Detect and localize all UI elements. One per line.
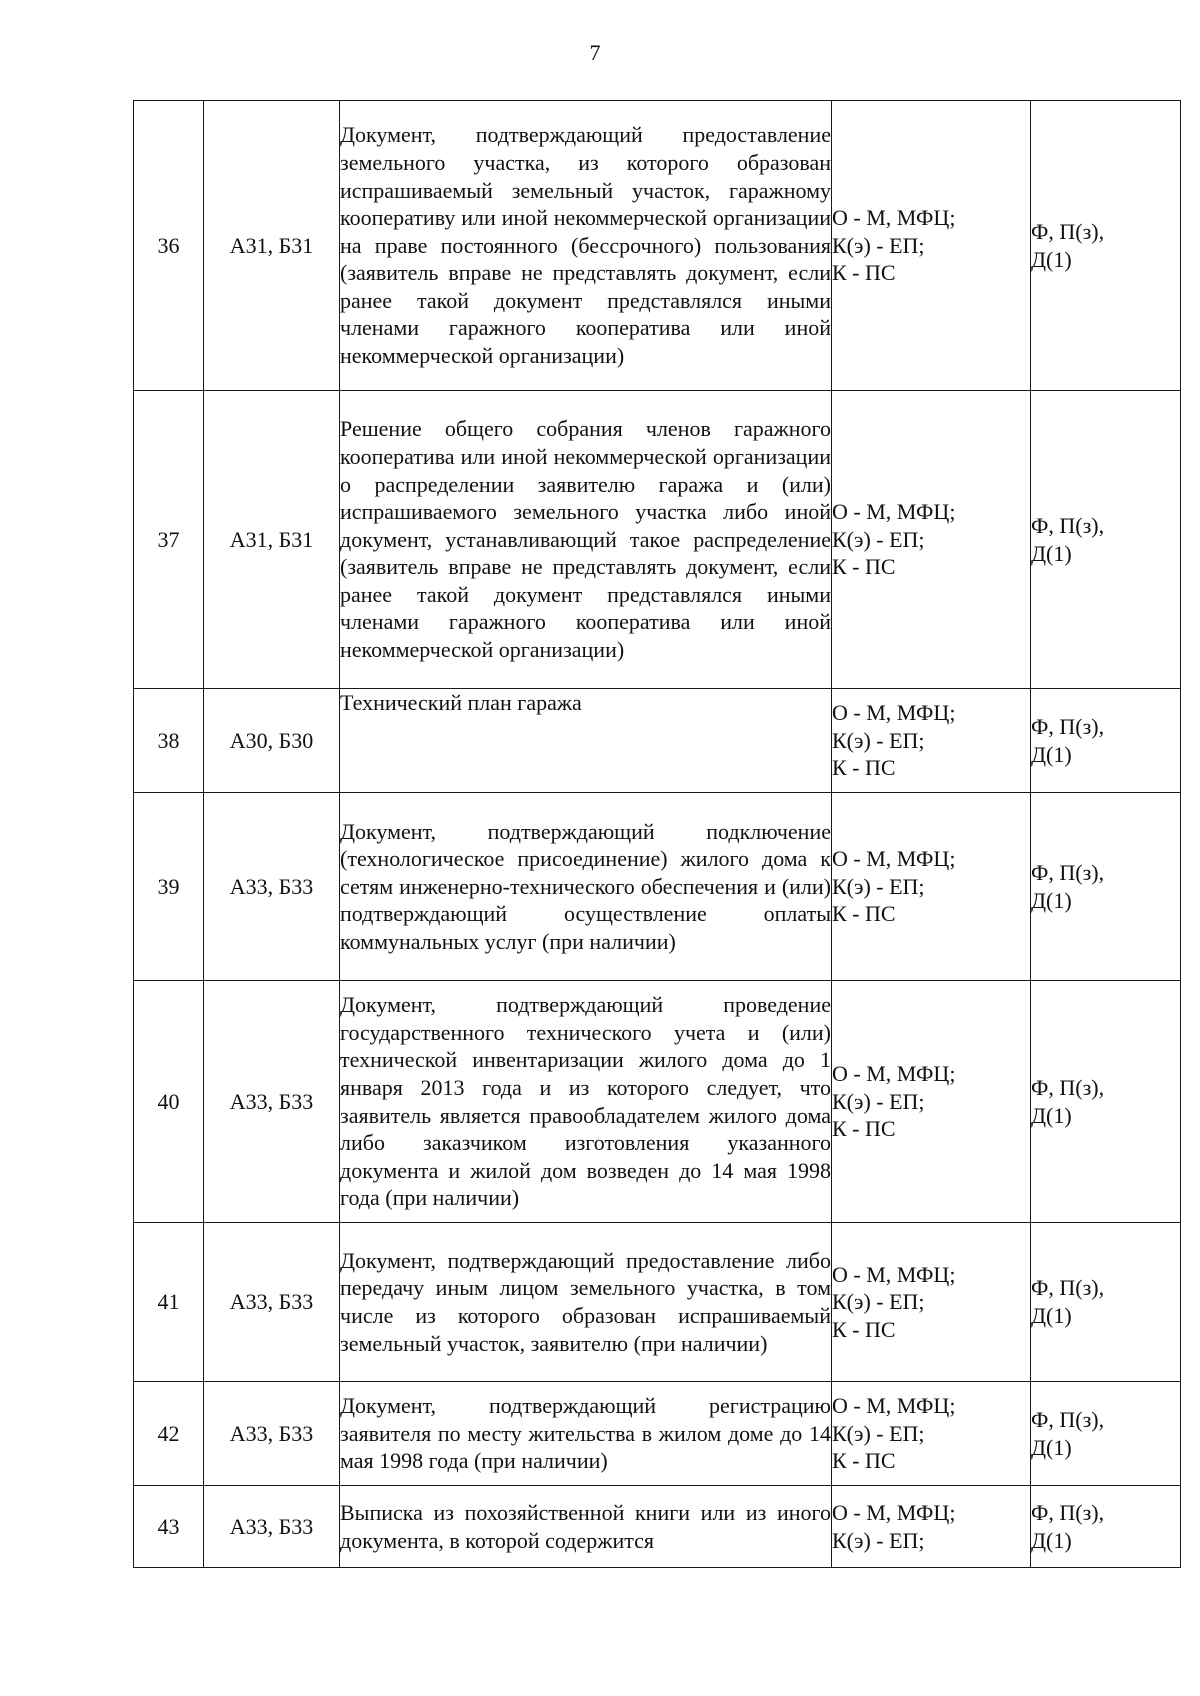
result-line: Д(1)	[1031, 1102, 1072, 1128]
method-line: К - ПС	[832, 554, 896, 580]
documents-table	[133, 100, 1181, 1568]
row-methods	[832, 101, 1031, 391]
result-line: Ф, П(з),	[1031, 713, 1105, 739]
row-methods	[832, 1382, 1031, 1486]
row-number: 42	[134, 1382, 204, 1486]
method-line: К(э) - ЕП;	[832, 1420, 925, 1446]
row-results	[1031, 1486, 1181, 1568]
method-line: О - М, МФЦ;	[832, 846, 956, 872]
row-number: 37	[134, 391, 204, 689]
row-codes: А31, Б31	[204, 101, 340, 391]
row-codes: А33, Б33	[204, 981, 340, 1223]
row-description: Технический план гаража	[340, 689, 832, 793]
method-line: О - М, МФЦ;	[832, 1393, 956, 1419]
row-results	[1031, 981, 1181, 1223]
method-line: К(э) - ЕП;	[832, 1088, 925, 1114]
row-codes: А33, Б33	[204, 1486, 340, 1568]
row-number: 41	[134, 1223, 204, 1382]
row-methods	[832, 1223, 1031, 1382]
result-line: Ф, П(з),	[1031, 859, 1105, 885]
result-line: Ф, П(з),	[1031, 1406, 1105, 1432]
result-line: Д(1)	[1031, 1434, 1072, 1460]
row-results	[1031, 101, 1181, 391]
table-row	[134, 1486, 1181, 1568]
result-line: Ф, П(з),	[1031, 1499, 1105, 1525]
row-results	[1031, 1223, 1181, 1382]
row-description: Выписка из похозяйственной книги или из иного документа, в которой содержится	[340, 1486, 832, 1568]
result-line: Ф, П(з),	[1031, 218, 1105, 244]
row-methods	[832, 793, 1031, 981]
method-line: О - М, МФЦ;	[832, 205, 956, 231]
method-line: К - ПС	[832, 1316, 896, 1342]
row-codes: А33, Б33	[204, 793, 340, 981]
result-line: Д(1)	[1031, 540, 1072, 566]
row-description: Документ, подтверждающий подключение (технологическое присоединение) жилого дома к сетям инженерно-технического обеспечения и (или) подтверждающий осуществление оплаты коммунальных услуг (при наличии)	[340, 793, 832, 981]
row-description: Документ, подтверждающий предоставление земельного участка, из которого образован испрашиваемый земельный участок, гаражному кооперативу или иной некоммерческой организации на праве постоянного (бессрочного) пользования (заявитель вправе не представлять документ, если ранее такой документ представлялся иными членами гаражного кооператива или иной некоммерческой организации)	[340, 101, 832, 391]
row-results	[1031, 793, 1181, 981]
row-methods	[832, 981, 1031, 1223]
method-line: К(э) - ЕП;	[832, 1527, 925, 1553]
row-description: Решение общего собрания членов гаражного кооператива или иной некоммерческой организации о распределении заявителю гаража и (или) испрашиваемого земельного участка либо иной документ, устанавливающий такое распределение (заявитель вправе не представлять документ, если ранее такой документ представлялся иными членами гаражного кооператива или иной некоммерческой организации)	[340, 391, 832, 689]
row-results	[1031, 1382, 1181, 1486]
method-line: О - М, МФЦ;	[832, 700, 956, 726]
result-line: Д(1)	[1031, 1527, 1072, 1553]
row-description: Документ, подтверждающий проведение государственного технического учета и (или) технической инвентаризации жилого дома до 1 января 2013 года и из которого следует, что заявитель является правообладателем жилого дома либо заказчиком изготовления указанного документа и жилой дом возведен до 14 мая 1998 года (при наличии)	[340, 981, 832, 1223]
row-results	[1031, 391, 1181, 689]
row-codes: А31, Б31	[204, 391, 340, 689]
method-line: К - ПС	[832, 755, 896, 781]
table-row	[134, 689, 1181, 793]
method-line: К(э) - ЕП;	[832, 727, 925, 753]
method-line: О - М, МФЦ;	[832, 1499, 956, 1525]
table-row	[134, 981, 1181, 1223]
row-codes: А30, Б30	[204, 689, 340, 793]
method-line: К(э) - ЕП;	[832, 526, 925, 552]
method-line: К - ПС	[832, 1116, 896, 1142]
table-row	[134, 1223, 1181, 1382]
row-number: 36	[134, 101, 204, 391]
method-line: О - М, МФЦ;	[832, 1061, 956, 1087]
method-line: К(э) - ЕП;	[832, 873, 925, 899]
table-row	[134, 391, 1181, 689]
method-line: О - М, МФЦ;	[832, 499, 956, 525]
result-line: Д(1)	[1031, 887, 1072, 913]
method-line: К(э) - ЕП;	[832, 1289, 925, 1315]
result-line: Ф, П(з),	[1031, 1275, 1105, 1301]
row-description: Документ, подтверждающий регистрацию заявителя по месту жительства в жилом доме до 14 мая 1998 года (при наличии)	[340, 1382, 832, 1486]
method-line: О - М, МФЦ;	[832, 1261, 956, 1287]
result-line: Д(1)	[1031, 1303, 1072, 1328]
result-line: Ф, П(з),	[1031, 1074, 1105, 1100]
method-line: К - ПС	[832, 901, 896, 927]
row-description: Документ, подтверждающий предоставление либо передачу иным лицом земельного участка, в том числе из которого образован испрашиваемый земельный участок, заявителю (при наличии)	[340, 1223, 832, 1382]
row-number: 38	[134, 689, 204, 793]
table-row	[134, 101, 1181, 391]
page-number: 7	[589, 40, 601, 65]
row-results	[1031, 689, 1181, 793]
method-line: К - ПС	[832, 260, 896, 286]
method-line: К - ПС	[832, 1448, 896, 1474]
table-row	[134, 1382, 1181, 1486]
row-codes: А33, Б33	[204, 1223, 340, 1382]
row-methods	[832, 689, 1031, 793]
result-line: Д(1)	[1031, 741, 1072, 767]
method-line: К(э) - ЕП;	[832, 232, 925, 258]
row-codes: А33, Б33	[204, 1382, 340, 1486]
row-number: 40	[134, 981, 204, 1223]
row-number: 39	[134, 793, 204, 981]
row-methods	[832, 1486, 1031, 1568]
result-line: Ф, П(з),	[1031, 512, 1105, 538]
row-methods	[832, 391, 1031, 689]
result-line: Д(1)	[1031, 246, 1072, 272]
row-number: 43	[134, 1486, 204, 1568]
table-row	[134, 793, 1181, 981]
